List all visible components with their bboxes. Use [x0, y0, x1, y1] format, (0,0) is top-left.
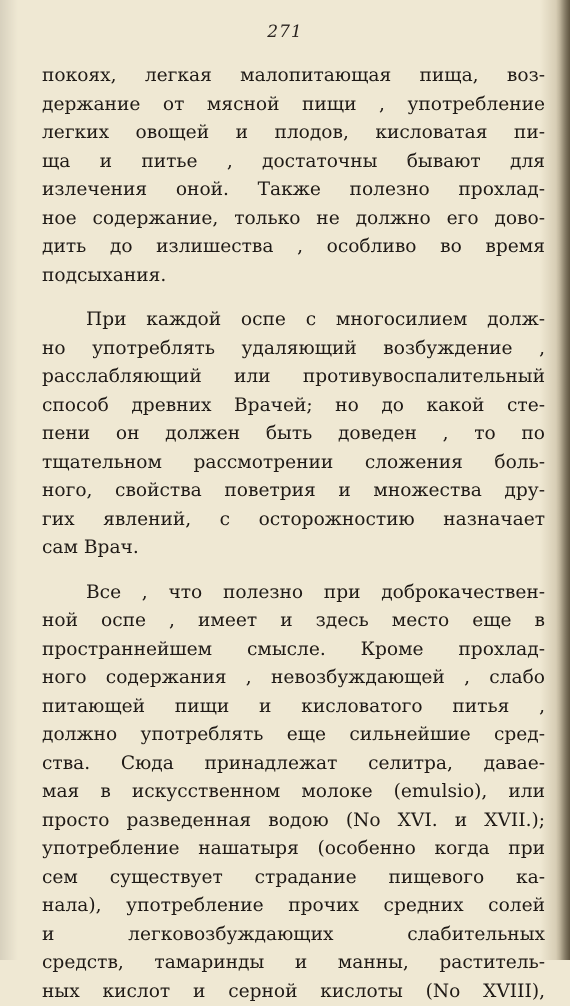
text-line: должно употреблять еще сильнейшие сред-	[42, 721, 545, 750]
text-line: сам Врач.	[42, 534, 545, 563]
text-line: При каждой оспе с многосилием долж-	[42, 306, 545, 335]
text-line: гих явлений, с осторожностию назначает	[42, 506, 545, 535]
text-line: легких овощей и плодов, кисловатая пи-	[42, 119, 545, 148]
text-line: ных кислот и серной кислоты (No XVIII),	[42, 978, 545, 1006]
text-line: питающей пищи и кисловатого питья ,	[42, 693, 545, 722]
text-line: ного, свойства поветрия и множества дру-	[42, 477, 545, 506]
text-line: тщательном рассмотрении сложения боль-	[42, 449, 545, 478]
text-line: ного содержания , невозбуждающей , слабо	[42, 664, 545, 693]
text-body	[42, 62, 545, 1006]
text-line: употребление нашатыря (особенно когда при	[42, 835, 545, 864]
text-line: ной оспе , имеет и здесь место еще в	[42, 607, 545, 636]
text-line: расслабляющий или противувоспалительный	[42, 363, 545, 392]
text-line: Все , что полезно при доброкачествен-	[42, 579, 545, 608]
text-line: просто разведенная водою (No XVI. и XVII.);	[42, 807, 545, 836]
text-line: средств, тамаринды и манны, раститель-	[42, 949, 545, 978]
page-edge-shadow	[556, 0, 570, 960]
text-line: ное содержание, только не должно его дово-	[42, 205, 545, 234]
text-line: пространнейшем смысле. Кроме прохлад-	[42, 636, 545, 665]
text-line: подсыхания.	[42, 262, 545, 291]
text-line: но употреблять удаляющий возбуждение ,	[42, 335, 545, 364]
text-line: способ древних Врачей; но до какой сте-	[42, 392, 545, 421]
paragraph-2	[42, 306, 545, 563]
page-number: 271	[0, 22, 570, 42]
text-line: мая в искусственном молоке (emulsio), или	[42, 778, 545, 807]
text-line: ства. Сюда принадлежат селитра, давае-	[42, 750, 545, 779]
text-line: сем существует страдание пищевого ка-	[42, 864, 545, 893]
paragraph-3	[42, 579, 545, 1006]
text-line: нала), употребление прочих средних солей	[42, 892, 545, 921]
text-line: излечения оной. Также полезно прохлад-	[42, 176, 545, 205]
text-line: пени он должен быть доведен , то по	[42, 420, 545, 449]
text-line: держание от мясной пищи , употребление	[42, 91, 545, 120]
text-line: и легковозбуждающих слабительных	[42, 921, 545, 950]
text-line: ща и питье , достаточны бывают для	[42, 148, 545, 177]
text-line: дить до излишества , особливо во время	[42, 233, 545, 262]
text-line: покоях, легкая малопитающая пища, воз-	[42, 62, 545, 91]
paragraph-1	[42, 62, 545, 290]
